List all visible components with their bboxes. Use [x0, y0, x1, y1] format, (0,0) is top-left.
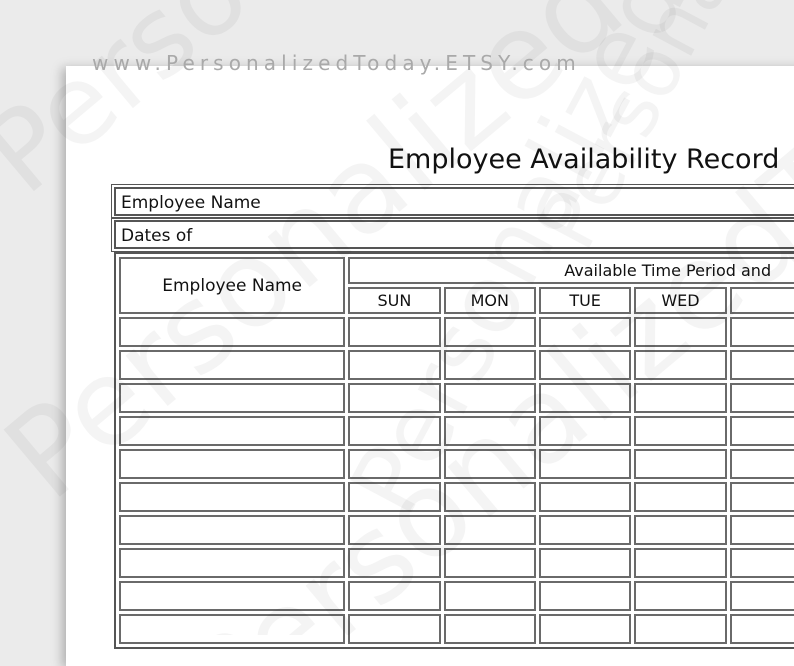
availability-cell — [348, 548, 440, 578]
employee-name-cell — [119, 482, 345, 512]
availability-cell — [539, 614, 631, 644]
availability-cell — [539, 449, 631, 479]
day-header-wed: WED — [634, 287, 726, 314]
table-row — [119, 515, 794, 545]
availability-cell — [348, 350, 440, 380]
availability-cell — [348, 482, 440, 512]
employee-name-cell — [119, 614, 345, 644]
dates-of-field — [114, 220, 794, 249]
availability-cell — [348, 581, 440, 611]
site-url-watermark: www.PersonalizedToday.ETSY.com — [92, 51, 581, 75]
employee-name-cell — [119, 350, 345, 380]
availability-cell — [634, 614, 726, 644]
availability-cell — [444, 350, 536, 380]
table-row — [119, 449, 794, 479]
day-header-thu — [730, 287, 794, 314]
table-header-row — [119, 257, 794, 284]
availability-table — [114, 252, 794, 649]
day-header-tue: TUE — [539, 287, 631, 314]
employee-name-cell — [119, 416, 345, 446]
document-title: Employee Availability Record — [388, 144, 780, 175]
availability-cell — [348, 449, 440, 479]
table-row — [119, 383, 794, 413]
availability-cell — [730, 482, 794, 512]
available-time-period-header: Available Time Period and — [348, 257, 794, 284]
availability-cell — [444, 383, 536, 413]
availability-cell — [730, 383, 794, 413]
availability-cell — [348, 515, 440, 545]
table-row — [119, 581, 794, 611]
availability-cell — [444, 581, 536, 611]
availability-cell — [730, 350, 794, 380]
availability-cell — [634, 449, 726, 479]
availability-cell — [634, 317, 726, 347]
availability-cell — [539, 515, 631, 545]
employee-name-cell — [119, 548, 345, 578]
availability-cell — [539, 482, 631, 512]
availability-cell — [348, 416, 440, 446]
employee-name-cell — [119, 515, 345, 545]
availability-cell — [634, 482, 726, 512]
availability-cell — [634, 515, 726, 545]
table-row — [119, 482, 794, 512]
document-page — [66, 66, 794, 666]
employee-name-cell — [119, 317, 345, 347]
availability-cell — [348, 317, 440, 347]
availability-cell — [730, 449, 794, 479]
availability-cell — [348, 614, 440, 644]
availability-cell — [539, 416, 631, 446]
dates-of-label: Dates of — [121, 226, 193, 246]
employee-name-field — [114, 187, 794, 216]
day-header-mon: MON — [444, 287, 536, 314]
availability-cell — [730, 581, 794, 611]
employee-name-cell — [119, 449, 345, 479]
employee-name-label: Employee Name — [121, 193, 261, 213]
availability-cell — [730, 416, 794, 446]
availability-cell — [444, 449, 536, 479]
availability-cell — [730, 614, 794, 644]
employee-name-cell — [119, 581, 345, 611]
availability-cell — [634, 350, 726, 380]
availability-cell — [539, 548, 631, 578]
table-row — [119, 416, 794, 446]
availability-cell — [444, 482, 536, 512]
day-header-sun: SUN — [348, 287, 440, 314]
availability-cell — [539, 317, 631, 347]
availability-cell — [634, 383, 726, 413]
availability-cell — [634, 548, 726, 578]
availability-cell — [634, 581, 726, 611]
table-row — [119, 350, 794, 380]
availability-cell — [539, 581, 631, 611]
availability-cell — [444, 317, 536, 347]
availability-cell — [730, 317, 794, 347]
availability-cell — [348, 383, 440, 413]
availability-cell — [444, 614, 536, 644]
table-row — [119, 548, 794, 578]
table-row — [119, 317, 794, 347]
availability-cell — [730, 515, 794, 545]
employee-name-column-header: Employee Name — [119, 257, 345, 314]
table-row — [119, 614, 794, 644]
availability-cell — [634, 416, 726, 446]
availability-cell — [539, 350, 631, 380]
availability-cell — [539, 383, 631, 413]
availability-cell — [444, 515, 536, 545]
employee-name-cell — [119, 383, 345, 413]
availability-cell — [730, 548, 794, 578]
availability-cell — [444, 548, 536, 578]
availability-cell — [444, 416, 536, 446]
